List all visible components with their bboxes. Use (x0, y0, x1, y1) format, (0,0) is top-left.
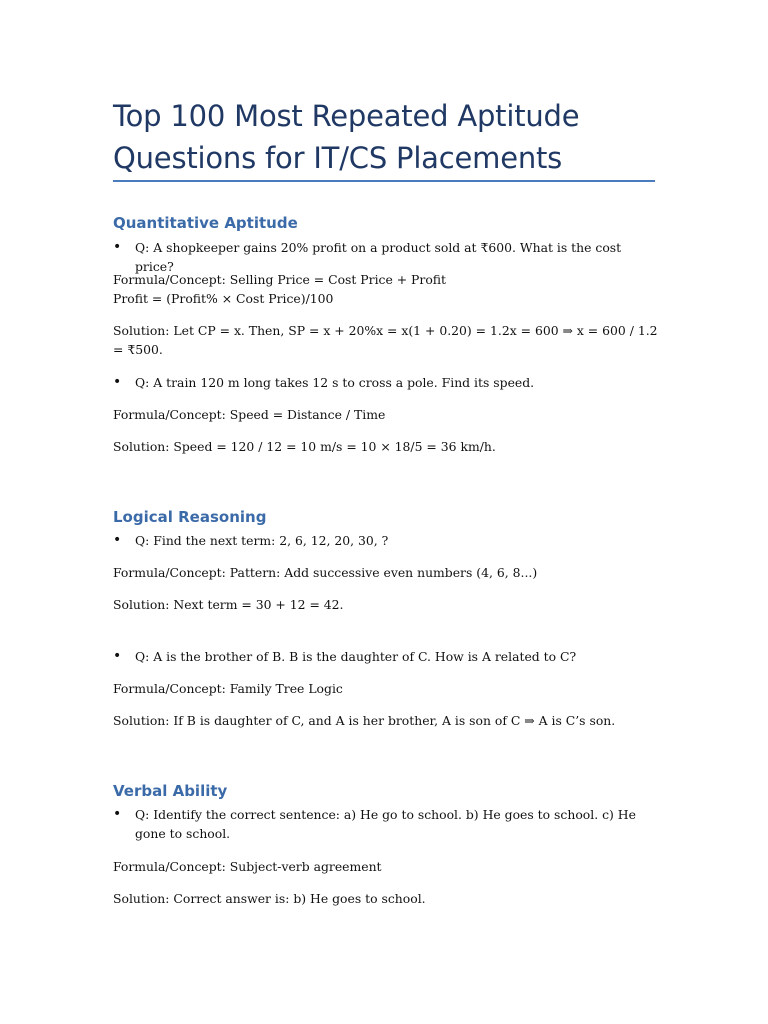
solution-text: Solution: Let CP = x. Then, SP = x + 20%x = x(1 + 0.20) = 1.2x = 600 ⇒ x = 600 / 1.2 = ₹500. (113, 323, 658, 357)
formula-text-continued: Profit = (Profit% × Cost Price)/100 (113, 291, 334, 306)
formula-text: Formula/Concept: Family Tree Logic (113, 681, 343, 696)
bullet-icon: • (113, 374, 122, 390)
question-text: Q: Find the next term: 2, 6, 12, 20, 30, ? (135, 533, 389, 548)
title-divider (113, 180, 655, 182)
solution-text: Solution: Speed = 120 / 12 = 10 m/s = 10 × 18/5 = 36 km/h. (113, 439, 496, 454)
section-heading-quantitative: Quantitative Aptitude (113, 214, 298, 232)
solution-text: Solution: Next term = 30 + 12 = 42. (113, 597, 344, 612)
bullet-icon: • (113, 806, 122, 822)
bullet-icon: • (113, 532, 122, 548)
question-item (113, 805, 658, 843)
formula-text: Formula/Concept: Speed = Distance / Time (113, 407, 386, 422)
question-text: Q: A shopkeeper gains 20% profit on a product sold at ₹600. What is the cost price? (135, 240, 622, 274)
bullet-icon: • (113, 648, 122, 664)
solution-text: Solution: Correct answer is: b) He goes to school. (113, 891, 426, 906)
formula-text: Formula/Concept: Subject-verb agreement (113, 859, 382, 874)
question-text: Q: A is the brother of B. B is the daughter of C. How is A related to C? (135, 649, 577, 664)
page-title: Top 100 Most Repeated Aptitude Questions for IT/CS Placements (113, 99, 580, 175)
formula-text: Formula/Concept: Pattern: Add successive even numbers (4, 6, 8...) (113, 565, 538, 580)
question-text: Q: A train 120 m long takes 12 s to cross a pole. Find its speed. (135, 375, 535, 390)
question-text: Q: Identify the correct sentence: a) He go to school. b) He goes to school. c) He gone to school. (135, 807, 636, 841)
question-item (113, 531, 658, 550)
section-heading-verbal: Verbal Ability (113, 782, 228, 800)
formula-text: Formula/Concept: Selling Price = Cost Price + Profit (113, 272, 447, 287)
bullet-icon: • (113, 239, 122, 255)
solution-text: Solution: If B is daughter of C, and A is her brother, A is son of C ⇒ A is C’s son. (113, 713, 616, 728)
question-item (113, 373, 658, 392)
question-item (113, 647, 658, 666)
section-heading-logical: Logical Reasoning (113, 508, 267, 526)
